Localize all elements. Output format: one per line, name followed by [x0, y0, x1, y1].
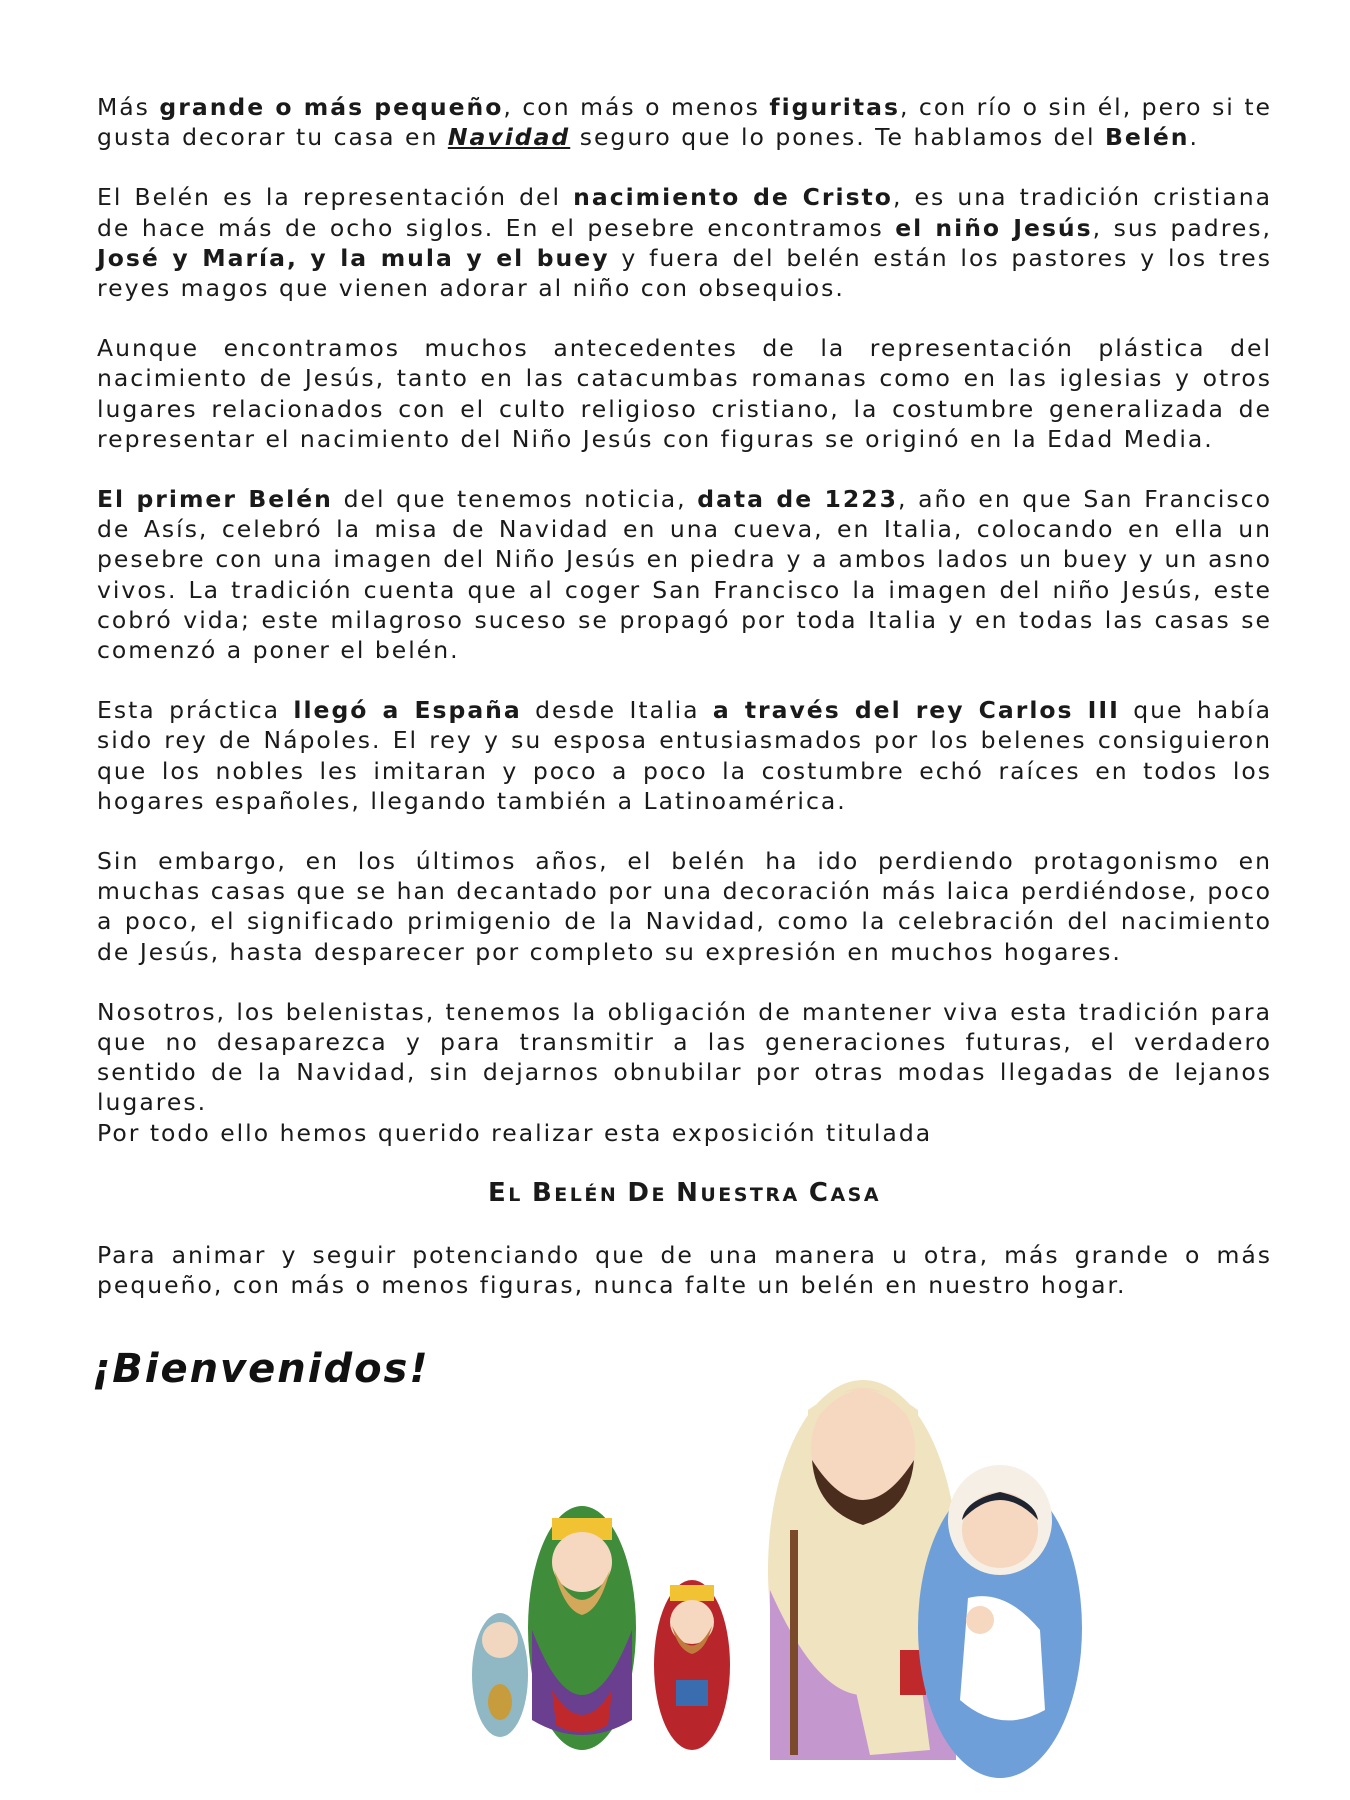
text-run: , sus padres,: [1092, 213, 1273, 242]
text-run: del que tenemos noticia,: [332, 485, 698, 514]
text-run: , con río o sin él, pero si te gusta decorar tu casa en: [97, 93, 1273, 152]
text-run: desde Italia: [521, 696, 713, 725]
paragraph-2: [97, 182, 1272, 303]
doll-green-king: [528, 1506, 636, 1750]
text-run: a través del rey Carlos III: [712, 696, 1120, 725]
text-run: Más: [97, 93, 160, 121]
paragraphs: [97, 92, 1272, 1118]
closing-paragraph: Para animar y seguir potenciando que de una manera u otra, más grande o más pequeño, con más o menos figuras, nunca falte un belén en nuestro hogar.: [97, 1240, 1272, 1300]
paragraph-6: [97, 846, 1272, 967]
document-body: [97, 92, 1272, 1300]
text-run: Belén: [1104, 123, 1190, 152]
text-run: grande o más pequeño: [159, 93, 504, 121]
paragraph-4: [97, 484, 1272, 665]
text-run: Aunque encontramos muchos antecedentes de la representación plástica del nacimiento de Jesús, tanto en las catacumbas romanas como en las iglesias y otros lugares relacionados con el culto religioso cristiano, la costumbre generalizada de representar el nacimiento del Niño Jesús con figuras se originó en la Edad Media.: [97, 334, 1272, 453]
text-run: Sin embargo, en los últimos años, el belén ha ido perdiendo protagonismo en muchas casas que se han decantado por una decoración más laica perdiéndose, poco a poco, el significado primigenio de la Navidad, como la celebración del nacimiento de Jesús, hasta desparecer por completo su expresión en muchos hogares.: [97, 847, 1272, 966]
nativity-dolls-image: [460, 1330, 1160, 1780]
text-run: Nosotros, los belenistas, tenemos la obligación de mantener viva esta tradición para que no desaparezca y para transmitir a las generaciones futuras, el verdadero sentido de la Navidad, sin dejarnos obnubilar por otras modas llegadas de lejanos lugares.: [97, 997, 1272, 1117]
text-run: nacimiento de Cristo: [573, 183, 893, 212]
text-run: y fuera del belén están los pastores y los tres reyes magos que vienen adorar al niño con obsequios.: [97, 243, 1272, 303]
intro-line: Por todo ello hemos querido realizar esta exposición titulada: [97, 1118, 933, 1147]
text-run: El primer Belén: [97, 485, 333, 514]
paragraph-3: [97, 333, 1272, 454]
welcome-heading: ¡Bienvenidos!: [92, 1346, 430, 1392]
text-run: el niño Jesús: [895, 213, 1093, 242]
paragraph-5: [97, 695, 1272, 816]
text-run: figuritas: [769, 93, 900, 121]
exhibition-title: EL BELÉN DE NUESTRA CASA: [487, 1177, 882, 1208]
text-run: Esta práctica: [97, 696, 294, 725]
doll-small-king: [472, 1613, 528, 1737]
text-run: El Belén es la representación del: [97, 183, 574, 212]
text-run: data de 1223: [697, 485, 898, 514]
paragraph-1: [97, 92, 1272, 152]
text-run: llegó a España: [293, 696, 522, 725]
text-run: que había sido rey de Nápoles. El rey y su esposa entusiasmados por los belenes consiguieron que los nobles les imitaran y poco a poco la costumbre echó raíces en todos los hogares españoles, llegando también a Latinoamérica.: [97, 696, 1272, 815]
text-run: José y María, y la mula y el buey: [97, 243, 610, 272]
text-run: .: [1189, 123, 1200, 152]
text-run: Navidad: [447, 123, 571, 152]
doll-red-king: [654, 1580, 730, 1750]
text-run: , con más o menos: [503, 93, 770, 121]
text-run: seguro que lo pones. Te hablamos del: [570, 123, 1105, 152]
paragraph-7: [97, 997, 1272, 1118]
text-run: , año en que San Francisco de Asís, celebró la misa de Navidad en una cueva, en Italia, colocando en ella un pesebre con una imagen del Niño Jesús en piedra y a ambos lados un buey y un asno vivos. La tradición cuenta que al coger San Francisco la imagen del niño Jesús, este cobró vida; este milagroso suceso se propagó por toda Italia y en todas las casas se comenzó a poner el belén.: [97, 485, 1272, 665]
text-run: , es una tradición cristiana de hace más de ocho siglos. En el pesebre encontramos: [97, 183, 1272, 242]
